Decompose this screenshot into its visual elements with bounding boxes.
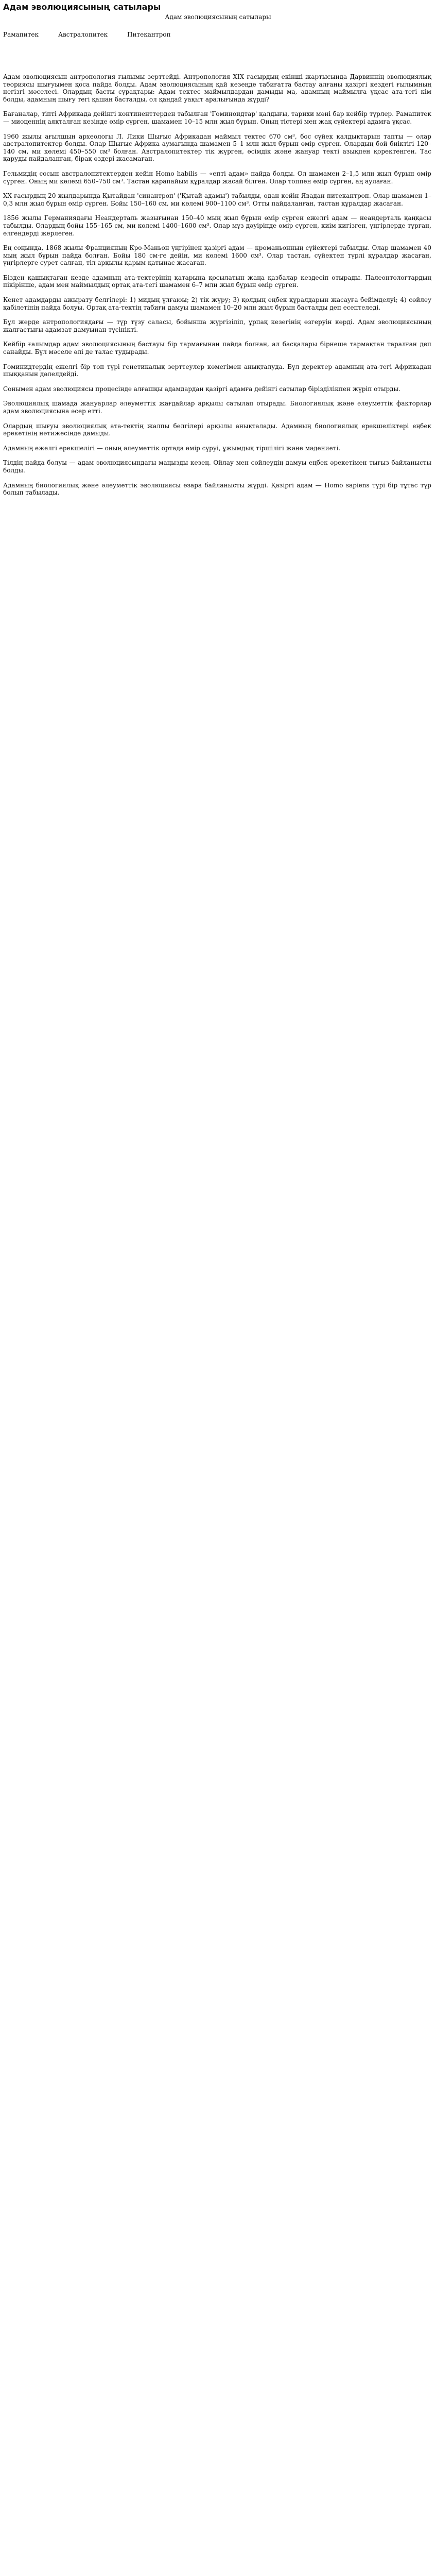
- nav-link-ramapithecus[interactable]: Рамапитек: [3, 31, 39, 38]
- topic-nav: [3, 31, 170, 38]
- page-title: Адам эволюциясының сатылары: [3, 2, 161, 12]
- page-subtitle: Адам эволюциясының сатылары: [165, 13, 271, 21]
- article-body: [3, 73, 431, 504]
- paragraph: 1856 жылы Германиядағы Неандерталь жазығынан 150–40 мың жыл бұрын өмір сүрген ежелгі адам — неандерталь қаңқасы табылды. Олардың бойы 155–165 см, ми көлемі 1400–1600 см³. Олар мұз дәуірінде өмір сүрген, киім кигізген, үңгірлерде тұрған, өлгендерді жерлеген.: [3, 214, 431, 237]
- paragraph: 1960 жылы ағылшын археологы Л. Лики Шығыс Африкадан маймыл тектес 670 см³, бос сүйек қалдықтарын тапты — олар австралопитектер болды. Олар Шығыс Африка аумағында шамамен 5–1 млн жыл бұрын өмір сүрген. Олардың бой биіктігі 120–140 см, ми көлемі 450–550 см³ болған. Австралопитектер тік жүрген, өсімдік және жануар текті азықпен қоректенген. Тас қаруды пайдаланған, бірақ өздері жасамаған.: [3, 132, 431, 163]
- nav-link-australopithecus[interactable]: Австралопитек: [58, 31, 108, 38]
- paragraph: Олардың шығуы эволюциялық ата-тектің жалпы белгілері арқылы анықталады. Адамның биологиялық ерекшеліктері еңбек әрекетінің нәтижесінде дамыды.: [3, 422, 431, 437]
- paragraph: Адамның ежелгі ерекшелігі — оның әлеуметтік ортада өмір сүруі, ұжымдық тіршілігі және мәдениеті.: [3, 444, 341, 452]
- paragraph: Бағаналар, тіпті Африкада дейінгі континенттерден табылған 'Гоминоидтар' қалдығы, тарихи мәні бар кейбір түрлер. Рамапитек — миоценнің аяқталған кезінде өмір сүрген, шамамен 10–15 млн жыл бұрын. Оның тістері мен жақ сүйектері адамға ұқсас.: [3, 110, 431, 125]
- paragraph: Кенет адамдарды ажырату белгілері: 1) мидың ұлғаюы; 2) тік жүру; 3) қолдың еңбек құралдарын жасауға бейімделуі; 4) сөйлеу қабілетінің пайда болуы. Ортақ ата-тектің табиғи дамуы шамамен 10–20 млн жыл бұрын басталды деп есептеледі.: [3, 296, 431, 311]
- paragraph: Ең соңында, 1868 жылы Францияның Кро-Маньон үңгірінен қазіргі адам — кроманьонның сүйектері табылды. Олар шамамен 40 мың жыл бұрын пайда болған. Бойы 180 см-ге дейін, ми көлемі 1600 см³. Олар тастан, сүйектен түрлі құралдар жасаған, үңгірлерге сурет салған, тіл арқылы қарым-қатынас жасаған.: [3, 244, 431, 267]
- paragraph: Сонымен адам эволюциясы процесінде алғашқы адамдардан қазіргі адамға дейінгі сатылар бірізділікпен жүріп отырды.: [3, 385, 400, 393]
- paragraph: Гельмидің сосын австралопитектерден кейін Homo habilis — «епті адам» пайда болды. Ол шамамен 2–1,5 млн жыл бұрын өмір сүрген. Оның ми көлемі 650–750 см³. Тастан қарапайым құралдар жасай білген. Олар топпен өмір сүрген, аң аулаған.: [3, 170, 431, 185]
- paragraph: Адам эволюциясын антропология ғылымы зерттейді. Антропология XIX ғасырдың екінші жартысында Дарвиннің эволюциялық теориясы шығуымен қоса пайда болды. Адам эволюциясының қай кезеңде табиғатта бастау алғаны қазіргі кездегі ғылымның негізгі мәселесі. Олардың басты сұрақтары: Адам тектес маймылдардан дамыды ма, адамның маймылға ұқсас ата-тегі кім болды, адамның шығу тегі қашан басталды, ол қандай уақыт аралығында жүрді?: [3, 73, 431, 103]
- nav-link-pithecanthropus[interactable]: Питекантроп: [127, 31, 171, 38]
- paragraph: Адамның биологиялық және әлеуметтік эволюциясы өзара байланысты жүрді. Қазіргі адам — Homo sapiens түрі бір тұтас түр болып табылады.: [3, 481, 431, 497]
- paragraph: Гоминидтердің ежелгі бір топ түрі генетикалық зерттеулер көмегімен анықталуда. Бұл деректер адамның ата-тегі Африкадан шыққанын дәлелдейді.: [3, 363, 431, 378]
- paragraph: XX ғасырдың 20 жылдарында Қытайдан 'синантроп' ('Қытай адамы') табылды, одан кейін Явадан питекантроп. Олар шамамен 1–0,3 млн жыл бұрын өмір сүрген. Бойы 150–160 см, ми көлемі 900–1100 см³. Отты пайдаланған, тастан құралдар жасаған.: [3, 192, 431, 207]
- paragraph: Кейбір ғалымдар адам эволюциясының бастауы бір тармағынан пайда болған, ал басқалары бірнеше тармақтан таралған деп санайды. Бұл мәселе әлі де талас тудырады.: [3, 341, 431, 356]
- paragraph: Бізден қашықтаған кезде адамның ата-тектерінің қатарына қосылатын жаңа қазбалар кездесіп отырады. Палеонтологтардың пікірінше, адам мен маймылдың ортақ ата-тегі шамамен 6–7 млн жыл бұрын өмір сүрген.: [3, 274, 431, 289]
- paragraph: Эволюциялық шамада жануарлар әлеуметтік жағдайлар арқылы сатылап отырады. Биологиялық және әлеуметтік факторлар адам эволюциясына әсер етті.: [3, 400, 431, 415]
- paragraph: Бұл жерде антропологиядағы — түр түзу саласы, бойынша жүргізіліп, ұрпақ кезегінің өзгеруін көрді. Адам эволюциясының жалғастығы адамзат дамуынан түсінікті.: [3, 318, 431, 333]
- paragraph: Тілдің пайда болуы — адам эволюциясындағы маңызды кезең. Ойлау мен сөйлеудің дамуы еңбек әрекетімен тығыз байланысты болды.: [3, 459, 431, 474]
